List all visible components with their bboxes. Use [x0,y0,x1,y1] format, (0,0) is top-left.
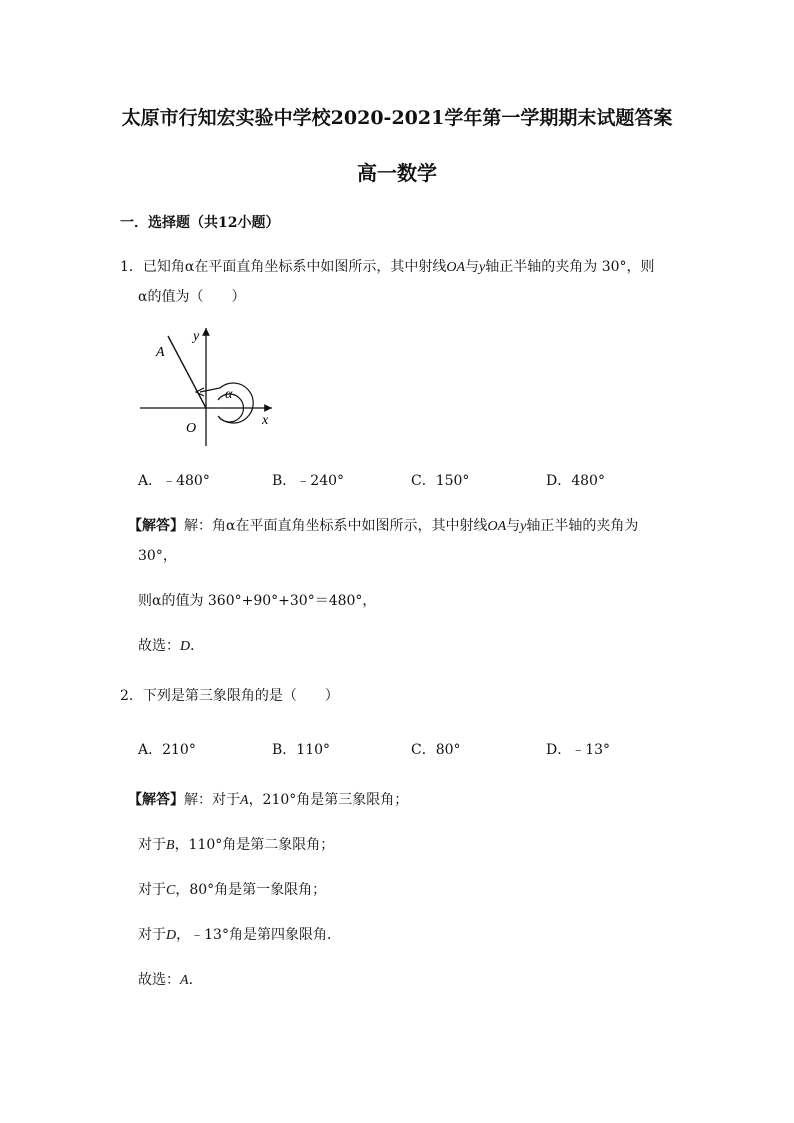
q1-option-c: C．150° [411,473,470,489]
label-x: x [262,413,269,428]
q2-choice-prefix: 故选： [138,972,180,988]
q1-stem-y: y [479,260,486,275]
q1-stem-text-a: 1．已知角α在平面直角坐标系中如图所示，其中射线 [120,259,447,275]
q2-choice-suffix: ． [188,972,203,988]
document-title: 太原市行知宏实验中学校2020-2021学年第一学期期末试题答案 [121,107,673,129]
q2-answer-line1 [128,790,408,811]
q2-stem: 2．下列是第三象限角的是（ ） [120,688,339,704]
q1-stem-text-b: 与 [465,259,480,275]
section-heading: 一．选择题（共12小题） [120,215,280,231]
q1-choice [138,636,204,657]
q2-line4-a: 对于 [138,927,166,943]
q1-answer-line2: 30°， [138,548,177,564]
q1-stem-line2: α的值为（ ） [138,289,246,305]
q1-answer-text-b: 与 [506,518,521,534]
q1-choice-prefix: 故选： [138,638,180,654]
q2-line4-b: ，﹣13°角是第四象限角． [176,927,341,943]
q2-line4-letter: D [166,928,177,943]
q1-answer-y: y [520,519,527,534]
q1-choice-suffix: ． [190,638,205,654]
label-o: O [186,421,197,436]
q2-answer-text-a: 解：对于 [184,792,240,808]
q1-angle-figure [138,322,288,452]
q1-option-d: D．480° [546,473,605,489]
label-y: y [193,329,200,344]
q2-line2-a: 对于 [138,837,166,853]
q2-answer-tag: 【解答】 [128,792,184,808]
q2-answer-line2 [138,835,334,856]
q1-answer-text-a: 解：角α在平面直角坐标系中如图所示，其中射线 [184,518,488,534]
q2-choice [138,970,203,991]
q1-answer-line1 [128,516,638,537]
q1-choice-letter: D [180,639,191,654]
q1-option-b: B．﹣240° [272,473,345,489]
q1-option-a: A．﹣480° [138,473,210,489]
q2-line3-letter: C [166,883,176,898]
q2-line3-a: 对于 [138,882,166,898]
q2-answer-text-b: ，210°角是第三象限角； [248,792,409,808]
label-alpha: α [225,387,233,402]
q1-stem-line1 [120,257,655,278]
q2-answer-line3 [138,880,326,901]
q2-answer-line4 [138,925,341,946]
ray-oa [168,336,206,408]
q1-stem-text-c: 轴正半轴的夹角为 30°，则 [485,259,655,275]
q1-answer-tag: 【解答】 [128,518,184,534]
q2-option-b: B．110° [272,742,331,758]
q2-option-d: D．﹣13° [546,742,611,758]
q1-answer-line3: 则α的值为 360°+90°+30°＝480°， [138,593,377,609]
q1-answer-oa: OA [487,519,507,534]
q2-line2-b: ，110°角是第二象限角； [174,837,335,853]
q2-choice-letter: A [180,973,189,988]
q2-answer-letter-a: A [240,793,249,808]
document-subtitle: 高一数学 [357,161,437,185]
q2-line3-b: ，80°角是第一象限角； [175,882,327,898]
q1-answer-text-c: 轴正半轴的夹角为 [526,518,639,534]
q2-option-a: A．210° [138,742,196,758]
q2-line2-letter: B [166,838,175,853]
q2-option-c: C．80° [411,742,461,758]
label-a: A [156,345,165,360]
q1-stem-oa: OA [446,260,466,275]
